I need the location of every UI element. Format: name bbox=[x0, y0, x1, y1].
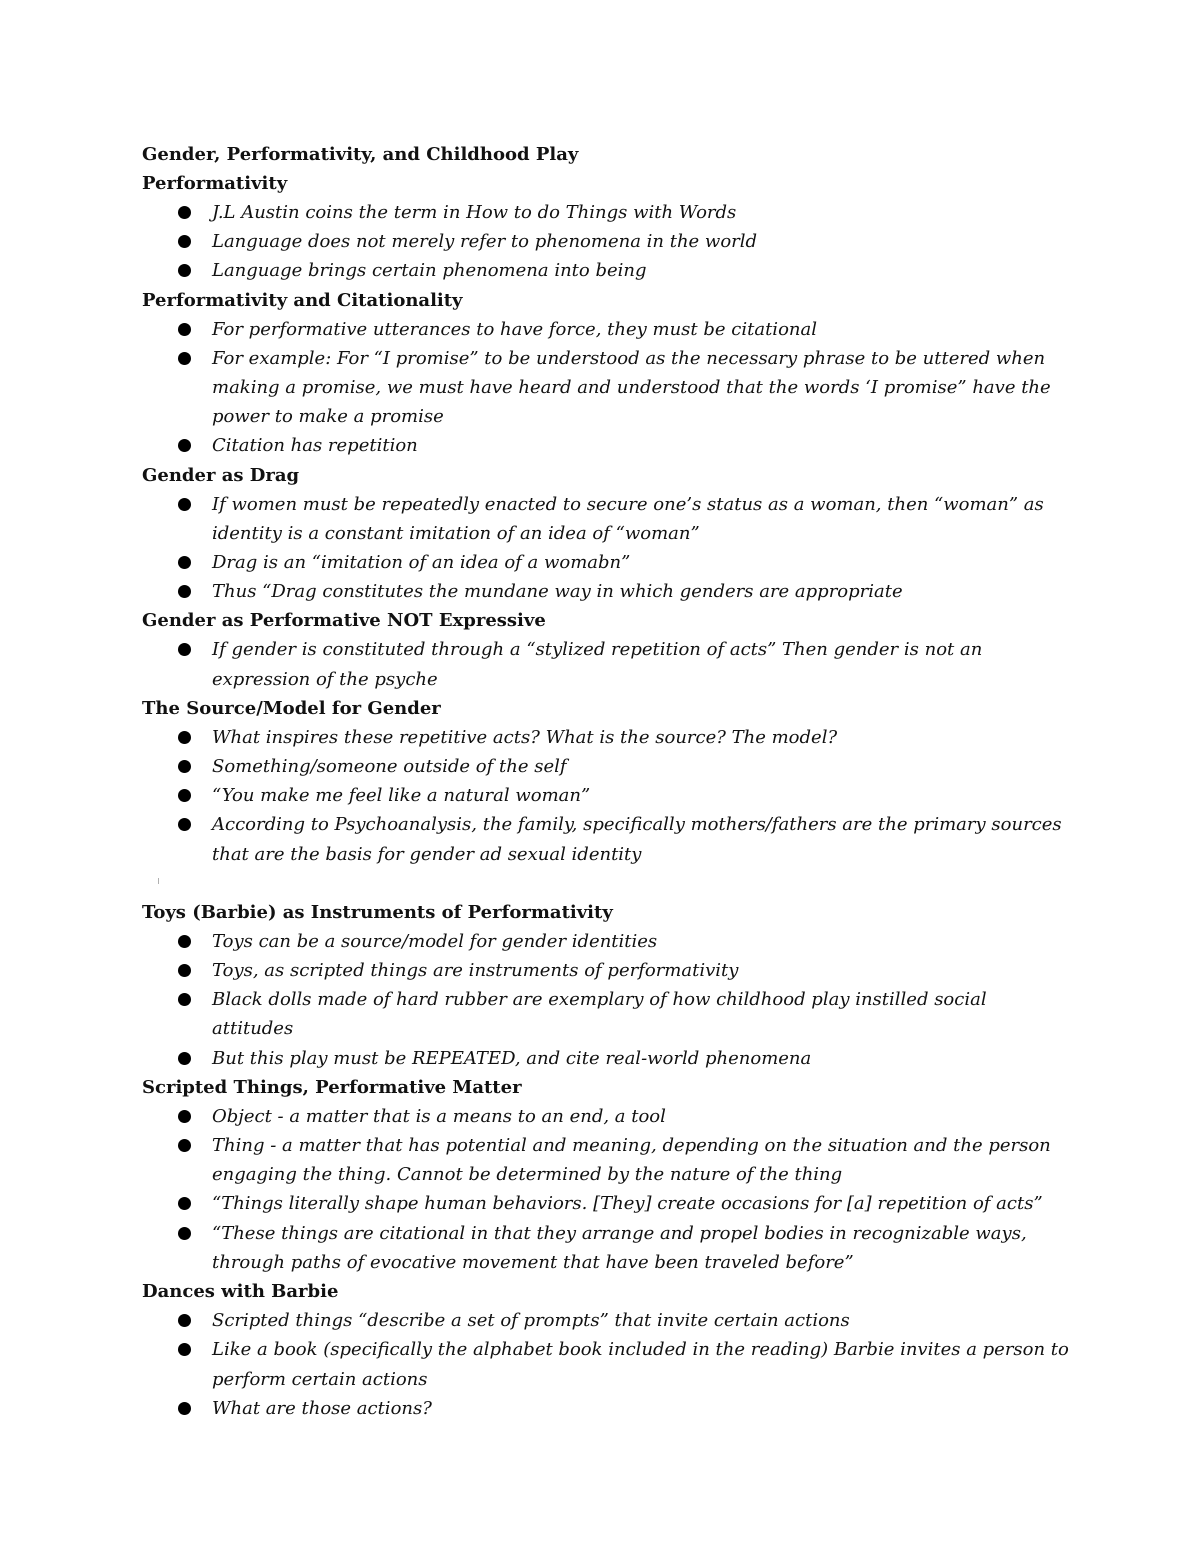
bullet-item bbox=[142, 1219, 1072, 1277]
bullet-item bbox=[142, 315, 1072, 344]
bullet-item bbox=[142, 1131, 1072, 1189]
bullet-item bbox=[142, 490, 1072, 548]
bullet-item bbox=[142, 985, 1072, 1043]
bullet-item bbox=[142, 1102, 1072, 1131]
bullet-text: “Things literally shape human behaviors. [They] create occasions for [a] repetition of acts” bbox=[212, 1193, 1043, 1215]
document-title: Gender, Performativity, and Childhood Play bbox=[142, 144, 579, 165]
bullet-text: What inspires these repetitive acts? What is the source? The model? bbox=[212, 726, 838, 748]
section-heading: Dances with Barbie bbox=[142, 1281, 339, 1303]
section-gender-performative bbox=[142, 606, 1072, 693]
bullet-text: Something/someone outside of the self bbox=[212, 756, 567, 778]
bullet-item bbox=[142, 956, 1072, 985]
bullet-icon bbox=[178, 1139, 191, 1152]
bullet-item bbox=[142, 198, 1072, 227]
bullet-icon bbox=[178, 1110, 191, 1123]
bullet-icon bbox=[178, 935, 191, 948]
stray-mark bbox=[158, 878, 159, 884]
bullet-item bbox=[142, 1394, 1072, 1423]
bullet-text: Language does not merely refer to phenomena in the world bbox=[212, 231, 758, 253]
bullet-text: According to Psychoanalysis, the family, specifically mothers/fathers are the primary sources that are the basis for gender ad sexual identity bbox=[212, 814, 1062, 865]
section-dances-with-barbie bbox=[142, 1277, 1072, 1423]
bullet-item bbox=[142, 548, 1072, 577]
bullet-item bbox=[142, 344, 1072, 432]
section-performativity-citationality bbox=[142, 286, 1072, 461]
bullet-icon bbox=[178, 585, 191, 598]
bullet-icon bbox=[178, 993, 191, 1006]
bullet-text: Language brings certain phenomena into being bbox=[212, 260, 647, 282]
bullet-text: Black dolls made of hard rubber are exemplary of how childhood play instilled social attitudes bbox=[212, 989, 987, 1040]
bullet-icon bbox=[178, 1402, 191, 1415]
section-heading: Gender as Performative NOT Expressive bbox=[142, 610, 546, 632]
bullet-icon bbox=[178, 498, 191, 511]
bullet-icon bbox=[178, 1343, 191, 1356]
bullet-text: But this play must be REPEATED, and cite real-world phenomena bbox=[212, 1047, 812, 1069]
bullet-item bbox=[142, 810, 1072, 868]
bullet-text: Thus “Drag constitutes the mundane way in which genders are appropriate bbox=[212, 581, 903, 603]
bullet-list bbox=[142, 315, 1072, 461]
bullet-icon bbox=[178, 789, 191, 802]
section-scripted-things bbox=[142, 1073, 1072, 1277]
bullet-item bbox=[142, 752, 1072, 781]
bullet-icon bbox=[178, 818, 191, 831]
bullet-item bbox=[142, 781, 1072, 810]
bullet-text: For performative utterances to have force, they must be citational bbox=[212, 318, 817, 340]
bullet-list bbox=[142, 490, 1072, 607]
bullet-text: For example: For “I promise” to be understood as the necessary phrase to be uttered when making a promise, we must have heard and understood that the words ‘I promise” have the power to make a promise bbox=[212, 347, 1051, 428]
bullet-text: Drag is an “imitation of an idea of a womabn” bbox=[212, 552, 631, 574]
section-heading: Performativity and Citationality bbox=[142, 289, 463, 311]
bullet-icon bbox=[178, 1227, 191, 1240]
bullet-text: J.L Austin coins the term in How to do Things with Words bbox=[212, 202, 737, 223]
bullet-text: Object - a matter that is a means to an end, a tool bbox=[212, 1105, 666, 1127]
section-toys-barbie bbox=[142, 898, 1072, 1073]
bullet-icon bbox=[178, 760, 191, 773]
bullet-item bbox=[142, 1335, 1072, 1393]
bullet-item bbox=[142, 227, 1072, 256]
bullet-icon bbox=[178, 643, 191, 656]
bullet-list bbox=[142, 723, 1072, 869]
section-gender-as-drag bbox=[142, 461, 1072, 607]
bullet-item bbox=[142, 1189, 1072, 1218]
section-heading: The Source/Model for Gender bbox=[142, 697, 441, 719]
blank-line bbox=[142, 869, 1072, 898]
bullet-list bbox=[142, 1306, 1072, 1423]
bullet-icon bbox=[178, 235, 191, 248]
bullet-text: If women must be repeatedly enacted to secure one’s status as a woman, then “woman” as identity is a constant imitation of an idea of “woman” bbox=[212, 493, 1044, 544]
section-heading: Gender as Drag bbox=[142, 464, 300, 486]
section-source-model bbox=[142, 694, 1072, 869]
bullet-item bbox=[142, 635, 1072, 693]
section-heading: Toys (Barbie) as Instruments of Performativity bbox=[142, 901, 613, 923]
bullet-text: Toys, as scripted things are instruments of performativity bbox=[212, 960, 739, 982]
bullet-text: Like a book (specifically the alphabet book included in the reading) Barbie invites a person to perform certain actions bbox=[212, 1339, 1069, 1390]
bullet-icon bbox=[178, 352, 191, 365]
bullet-item bbox=[142, 1044, 1072, 1073]
bullet-text: “You make me feel like a natural woman” bbox=[212, 785, 591, 807]
bullet-item bbox=[142, 927, 1072, 956]
bullet-list bbox=[142, 635, 1072, 693]
bullet-icon bbox=[178, 1197, 191, 1210]
bullet-text: If gender is constituted through a “stylized repetition of acts” Then gender is not an expression of the psyche bbox=[212, 639, 983, 690]
bullet-text: Citation has repetition bbox=[212, 435, 418, 457]
bullet-icon bbox=[178, 264, 191, 277]
bullet-list bbox=[142, 198, 1072, 286]
section-heading: Performativity bbox=[142, 173, 288, 194]
bullet-list bbox=[142, 927, 1072, 1073]
bullet-text: Thing - a matter that has potential and meaning, depending on the situation and the person engaging the thing. Cannot be determined by the nature of the thing bbox=[212, 1135, 1051, 1186]
bullet-text: “These things are citational in that they arrange and propel bodies in recognizable ways, through paths of evocative movement that have been traveled before” bbox=[212, 1222, 1027, 1273]
bullet-item bbox=[142, 577, 1072, 606]
bullet-icon bbox=[178, 1052, 191, 1065]
bullet-list bbox=[142, 1102, 1072, 1277]
bullet-item bbox=[142, 1306, 1072, 1335]
bullet-icon bbox=[178, 1314, 191, 1327]
bullet-icon bbox=[178, 206, 191, 219]
bullet-text: Toys can be a source/model for gender identities bbox=[212, 930, 658, 952]
bullet-icon bbox=[178, 439, 191, 452]
section-performativity bbox=[142, 169, 1072, 286]
bullet-item bbox=[142, 723, 1072, 752]
bullet-item bbox=[142, 431, 1072, 460]
bullet-icon bbox=[178, 323, 191, 336]
section-heading: Scripted Things, Performative Matter bbox=[142, 1076, 522, 1098]
bullet-icon bbox=[178, 731, 191, 744]
bullet-text: What are those actions? bbox=[212, 1397, 432, 1419]
bullet-text: Scripted things “describe a set of prompts” that invite certain actions bbox=[212, 1310, 850, 1332]
document-page bbox=[142, 140, 1072, 1423]
bullet-icon bbox=[178, 964, 191, 977]
bullet-item bbox=[142, 256, 1072, 285]
bullet-icon bbox=[178, 556, 191, 569]
